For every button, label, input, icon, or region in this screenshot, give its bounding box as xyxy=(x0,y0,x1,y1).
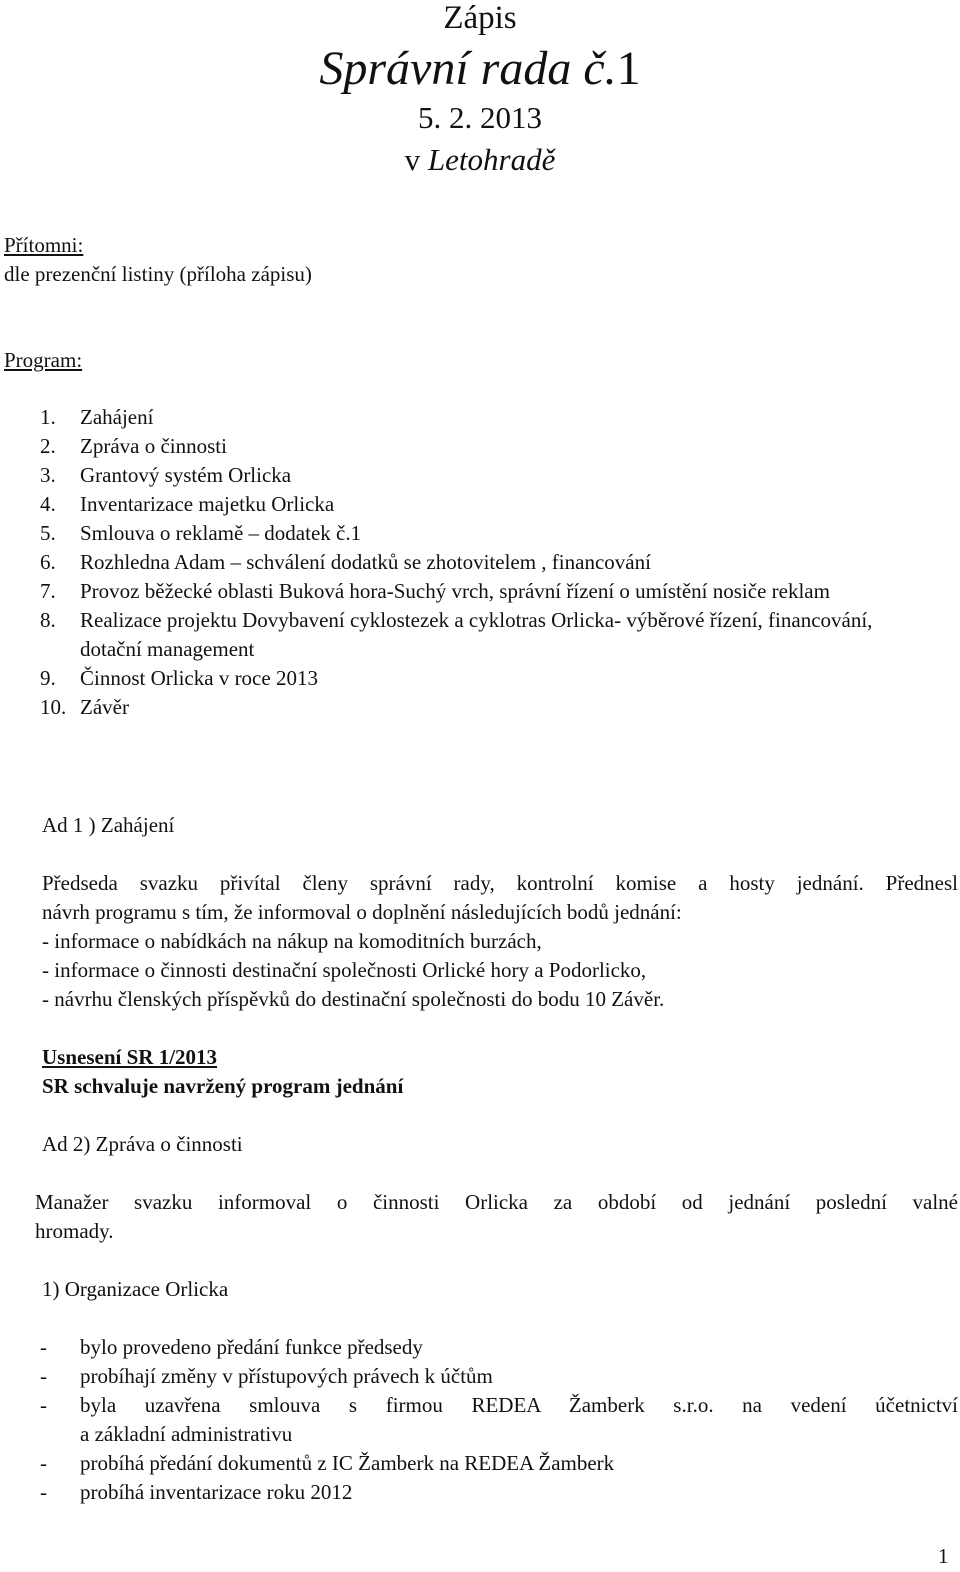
page-number: 1 xyxy=(938,1544,949,1568)
list-item-text: byla uzavřena smlouva s firmou REDEA Žamberk s.r.o. na vedení účetnictví xyxy=(80,1393,958,1417)
present-text: dle prezenční listiny (příloha zápisu) xyxy=(4,262,312,286)
program-item-text: Grantový systém Orlicka xyxy=(80,463,292,487)
place-name: Letohradě xyxy=(427,142,556,177)
program-item xyxy=(0,606,930,664)
place-prefix: v xyxy=(404,142,428,177)
program-item-number: 1. xyxy=(40,405,56,429)
program-item-number: 10. xyxy=(40,695,67,719)
program-item-number: 9. xyxy=(40,666,56,690)
program-item xyxy=(0,664,930,693)
program-item-text: Zpráva o činnosti xyxy=(80,434,227,458)
program-item xyxy=(0,693,930,722)
list-item xyxy=(0,1478,958,1507)
organization-list xyxy=(0,1333,958,1507)
ad2-heading: Ad 2) Zpráva o činnosti xyxy=(42,1132,243,1156)
ad1-bullet: - informace o nabídkách na nákup na komoditních burzách, xyxy=(42,929,542,953)
list-item-text-continued: a základní administrativu xyxy=(80,1422,293,1446)
program-item-text: Činnost Orlicka v roce 2013 xyxy=(80,666,318,690)
ad2-paragraph-line1: Manažer svazku informoval o činnosti Orlicka za období od jednání poslední valné xyxy=(35,1190,958,1214)
program-item-text: Zahájení xyxy=(80,405,154,429)
program-item xyxy=(0,432,930,461)
program-item-number: 8. xyxy=(40,608,56,632)
list-item-text: probíhá inventarizace roku 2012 xyxy=(80,1480,353,1504)
meeting-place xyxy=(0,142,960,178)
list-item xyxy=(0,1333,958,1362)
program-item-text: Provoz běžecké oblasti Buková hora-Suchý vrch, správní řízení o umístění nosiče reklam xyxy=(80,579,830,603)
program-list xyxy=(0,403,930,722)
program-item-text: Inventarizace majetku Orlicka xyxy=(80,492,335,516)
program-item-number: 7. xyxy=(40,579,56,603)
program-item xyxy=(0,548,930,577)
list-item-dash: - xyxy=(40,1480,47,1504)
list-item-text: probíhá předání dokumentů z IC Žamberk na REDEA Žamberk xyxy=(80,1451,615,1475)
meeting-date: 5. 2. 2013 xyxy=(418,100,542,135)
title-word: Správní rada č. xyxy=(319,42,617,95)
program-item-number: 3. xyxy=(40,463,56,487)
program-item xyxy=(0,403,930,432)
ad1-heading: Ad 1 ) Zahájení xyxy=(42,813,175,837)
list-item xyxy=(0,1362,958,1391)
document-title xyxy=(0,42,960,96)
program-item xyxy=(0,461,930,490)
program-item-text: Realizace projektu Dovybavení cyklostezek a cyklotras Orlicka- výběrové řízení, financování, dotační management xyxy=(80,608,873,661)
program-item-number: 2. xyxy=(40,434,56,458)
program-item xyxy=(0,519,930,548)
list-item-dash: - xyxy=(40,1364,47,1388)
program-item-text: Rozhledna Adam – schválení dodatků se zhotovitelem , financování xyxy=(80,550,651,574)
document-type: Zápis xyxy=(443,0,517,36)
present-label: Přítomni: xyxy=(4,233,84,257)
program-label: Program: xyxy=(4,348,83,372)
list-item-dash: - xyxy=(40,1335,47,1359)
ad1-paragraph-line1: Předseda svazku přivítal členy správní rady, kontrolní komise a hosty jednání. Přednesl xyxy=(42,871,958,895)
ad1-bullet: - informace o činnosti destinační společnosti Orlické hory a Podorlicko, xyxy=(42,958,647,982)
resolution-text: SR schvaluje navržený program jednání xyxy=(42,1074,404,1098)
ad2-subheading: 1) Organizace Orlicka xyxy=(42,1277,229,1301)
program-item xyxy=(0,577,930,606)
list-item xyxy=(0,1449,958,1478)
list-item-dash: - xyxy=(40,1393,47,1417)
program-item-number: 6. xyxy=(40,550,56,574)
program-item-text: Závěr xyxy=(80,695,129,719)
ad1-paragraph-line2: návrh programu s tím, že informoval o doplnění následujících bodů jednání: xyxy=(42,900,682,924)
title-number: 1 xyxy=(616,42,641,95)
program-item-number: 5. xyxy=(40,521,56,545)
program-item-number: 4. xyxy=(40,492,56,516)
program-item xyxy=(0,490,930,519)
list-item xyxy=(0,1391,958,1449)
list-item-dash: - xyxy=(40,1451,47,1475)
resolution-label: Usnesení SR 1/2013 xyxy=(42,1045,218,1069)
ad1-bullet: - návrhu členských příspěvků do destinační společnosti do bodu 10 Závěr. xyxy=(42,987,665,1011)
program-item-text: Smlouva o reklamě – dodatek č.1 xyxy=(80,521,362,545)
ad2-paragraph-line2: hromady. xyxy=(35,1219,114,1243)
list-item-text: probíhají změny v přístupových právech k účtům xyxy=(80,1364,493,1388)
list-item-text: bylo provedeno předání funkce předsedy xyxy=(80,1335,423,1359)
